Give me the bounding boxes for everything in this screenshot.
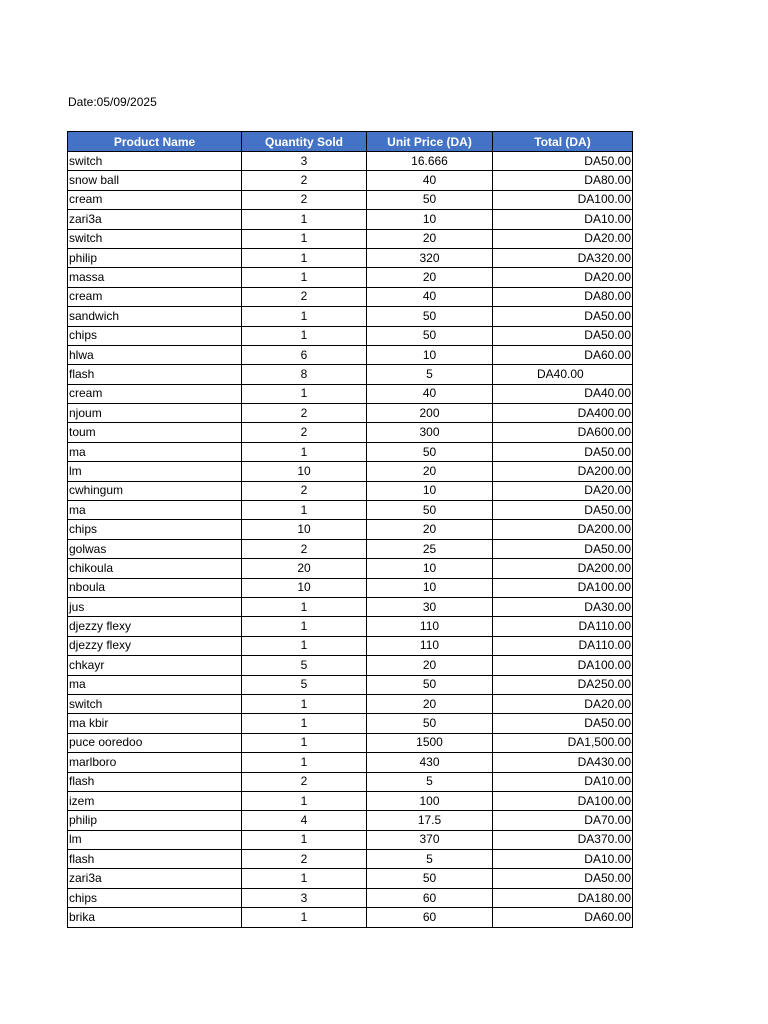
cell-total: DA10.00 [493, 850, 633, 869]
cell-product-name: switch [68, 229, 242, 248]
cell-quantity-sold: 1 [242, 908, 367, 927]
cell-unit-price: 10 [367, 559, 493, 578]
cell-quantity-sold: 2 [242, 850, 367, 869]
cell-quantity-sold: 8 [242, 365, 367, 384]
cell-product-name: flash [68, 850, 242, 869]
cell-product-name: snow ball [68, 171, 242, 190]
cell-quantity-sold: 10 [242, 462, 367, 481]
cell-total: DA110.00 [493, 636, 633, 655]
cell-quantity-sold: 1 [242, 617, 367, 636]
cell-total: DA100.00 [493, 656, 633, 675]
cell-quantity-sold: 2 [242, 481, 367, 500]
cell-quantity-sold: 1 [242, 384, 367, 403]
cell-unit-price: 10 [367, 210, 493, 229]
cell-total: DA50.00 [493, 152, 633, 171]
cell-unit-price: 50 [367, 326, 493, 345]
cell-product-name: jus [68, 597, 242, 616]
date-label: Date:05/09/2025 [68, 95, 157, 109]
cell-total: DA110.00 [493, 617, 633, 636]
cell-unit-price: 5 [367, 772, 493, 791]
table-row [68, 423, 633, 442]
table-row [68, 694, 633, 713]
cell-unit-price: 10 [367, 578, 493, 597]
cell-product-name: brika [68, 908, 242, 927]
table-row [68, 869, 633, 888]
cell-unit-price: 110 [367, 636, 493, 655]
cell-quantity-sold: 1 [242, 248, 367, 267]
cell-unit-price: 300 [367, 423, 493, 442]
cell-quantity-sold: 1 [242, 307, 367, 326]
table-row [68, 539, 633, 558]
cell-total: DA60.00 [493, 908, 633, 927]
table-row [68, 345, 633, 364]
cell-total: DA50.00 [493, 539, 633, 558]
cell-quantity-sold: 1 [242, 210, 367, 229]
cell-quantity-sold: 2 [242, 404, 367, 423]
table-header [68, 132, 633, 152]
cell-product-name: chips [68, 888, 242, 907]
cell-unit-price: 50 [367, 501, 493, 520]
header-total: Total (DA) [493, 132, 633, 152]
cell-total: DA70.00 [493, 811, 633, 830]
cell-product-name: chips [68, 326, 242, 345]
cell-product-name: philip [68, 248, 242, 267]
cell-unit-price: 5 [367, 850, 493, 869]
table-body [68, 152, 633, 928]
cell-product-name: cream [68, 190, 242, 209]
cell-product-name: golwas [68, 539, 242, 558]
cell-product-name: philip [68, 811, 242, 830]
cell-total: DA20.00 [493, 694, 633, 713]
cell-product-name: marlboro [68, 753, 242, 772]
cell-product-name: nboula [68, 578, 242, 597]
cell-quantity-sold: 1 [242, 869, 367, 888]
cell-product-name: ma kbir [68, 714, 242, 733]
cell-quantity-sold: 4 [242, 811, 367, 830]
cell-quantity-sold: 1 [242, 753, 367, 772]
cell-unit-price: 25 [367, 539, 493, 558]
cell-product-name: switch [68, 694, 242, 713]
table-row [68, 830, 633, 849]
cell-total: DA50.00 [493, 869, 633, 888]
cell-quantity-sold: 1 [242, 268, 367, 287]
table-row [68, 210, 633, 229]
cell-unit-price: 50 [367, 442, 493, 461]
cell-product-name: ma [68, 675, 242, 694]
cell-total: DA50.00 [493, 501, 633, 520]
cell-product-name: lm [68, 462, 242, 481]
table-row [68, 733, 633, 752]
cell-quantity-sold: 2 [242, 539, 367, 558]
cell-total: DA50.00 [493, 442, 633, 461]
cell-total: DA80.00 [493, 171, 633, 190]
cell-product-name: toum [68, 423, 242, 442]
cell-product-name: massa [68, 268, 242, 287]
cell-product-name: sandwich [68, 307, 242, 326]
cell-quantity-sold: 2 [242, 190, 367, 209]
cell-unit-price: 20 [367, 520, 493, 539]
table-row [68, 152, 633, 171]
table-row [68, 520, 633, 539]
table-row [68, 307, 633, 326]
cell-unit-price: 50 [367, 869, 493, 888]
table-row [68, 850, 633, 869]
cell-unit-price: 370 [367, 830, 493, 849]
cell-total: DA10.00 [493, 772, 633, 791]
table-row [68, 753, 633, 772]
table-row [68, 190, 633, 209]
table-row [68, 462, 633, 481]
cell-unit-price: 110 [367, 617, 493, 636]
cell-unit-price: 5 [367, 365, 493, 384]
cell-quantity-sold: 1 [242, 597, 367, 616]
cell-product-name: ma [68, 501, 242, 520]
cell-quantity-sold: 1 [242, 791, 367, 810]
cell-total: DA430.00 [493, 753, 633, 772]
cell-total: DA600.00 [493, 423, 633, 442]
table-row [68, 772, 633, 791]
table-row [68, 578, 633, 597]
cell-product-name: flash [68, 772, 242, 791]
cell-product-name: puce ooredoo [68, 733, 242, 752]
cell-product-name: hlwa [68, 345, 242, 364]
cell-quantity-sold: 20 [242, 559, 367, 578]
cell-total: DA50.00 [493, 714, 633, 733]
cell-total: DA30.00 [493, 597, 633, 616]
cell-product-name: lm [68, 830, 242, 849]
cell-total: DA50.00 [493, 307, 633, 326]
cell-product-name: flash [68, 365, 242, 384]
cell-total: DA50.00 [493, 326, 633, 345]
table-row [68, 714, 633, 733]
cell-total: DA100.00 [493, 791, 633, 810]
cell-product-name: zari3a [68, 210, 242, 229]
sales-table [67, 131, 633, 928]
cell-quantity-sold: 2 [242, 171, 367, 190]
table-row [68, 597, 633, 616]
cell-unit-price: 50 [367, 307, 493, 326]
cell-unit-price: 40 [367, 384, 493, 403]
table-row [68, 888, 633, 907]
cell-total: DA40.00 [493, 384, 633, 403]
cell-quantity-sold: 2 [242, 423, 367, 442]
cell-total: DA200.00 [493, 559, 633, 578]
cell-unit-price: 10 [367, 345, 493, 364]
table-row [68, 268, 633, 287]
cell-unit-price: 20 [367, 694, 493, 713]
cell-quantity-sold: 2 [242, 287, 367, 306]
cell-total: DA200.00 [493, 520, 633, 539]
cell-total: DA20.00 [493, 481, 633, 500]
cell-total: DA20.00 [493, 229, 633, 248]
table-row [68, 481, 633, 500]
cell-unit-price: 20 [367, 462, 493, 481]
header-product-name: Product Name [68, 132, 242, 152]
table-row [68, 656, 633, 675]
cell-unit-price: 50 [367, 675, 493, 694]
cell-quantity-sold: 1 [242, 636, 367, 655]
cell-unit-price: 60 [367, 888, 493, 907]
table-row [68, 171, 633, 190]
table-row [68, 908, 633, 927]
table-row [68, 636, 633, 655]
cell-unit-price: 50 [367, 714, 493, 733]
table-row [68, 811, 633, 830]
cell-quantity-sold: 5 [242, 675, 367, 694]
cell-quantity-sold: 2 [242, 772, 367, 791]
cell-total: DA40.00 [493, 365, 633, 384]
cell-total: DA400.00 [493, 404, 633, 423]
header-row [68, 132, 633, 152]
cell-quantity-sold: 1 [242, 326, 367, 345]
cell-unit-price: 40 [367, 171, 493, 190]
cell-unit-price: 40 [367, 287, 493, 306]
cell-unit-price: 200 [367, 404, 493, 423]
cell-total: DA180.00 [493, 888, 633, 907]
cell-total: DA1,500.00 [493, 733, 633, 752]
cell-total: DA370.00 [493, 830, 633, 849]
cell-unit-price: 50 [367, 190, 493, 209]
header-unit-price: Unit Price (DA) [367, 132, 493, 152]
cell-product-name: cwhingum [68, 481, 242, 500]
table-row [68, 365, 633, 384]
cell-unit-price: 17.5 [367, 811, 493, 830]
cell-quantity-sold: 1 [242, 714, 367, 733]
table-row [68, 501, 633, 520]
cell-total: DA320.00 [493, 248, 633, 267]
cell-product-name: djezzy flexy [68, 636, 242, 655]
cell-quantity-sold: 1 [242, 694, 367, 713]
cell-total: DA250.00 [493, 675, 633, 694]
cell-total: DA60.00 [493, 345, 633, 364]
cell-product-name: djezzy flexy [68, 617, 242, 636]
cell-quantity-sold: 6 [242, 345, 367, 364]
cell-quantity-sold: 10 [242, 520, 367, 539]
cell-total: DA20.00 [493, 268, 633, 287]
cell-unit-price: 100 [367, 791, 493, 810]
cell-total: DA100.00 [493, 190, 633, 209]
table-row [68, 675, 633, 694]
cell-unit-price: 430 [367, 753, 493, 772]
cell-unit-price: 20 [367, 229, 493, 248]
table-row [68, 248, 633, 267]
cell-total: DA80.00 [493, 287, 633, 306]
cell-unit-price: 60 [367, 908, 493, 927]
cell-product-name: chikoula [68, 559, 242, 578]
cell-product-name: njoum [68, 404, 242, 423]
cell-quantity-sold: 3 [242, 152, 367, 171]
cell-quantity-sold: 1 [242, 229, 367, 248]
cell-quantity-sold: 5 [242, 656, 367, 675]
cell-product-name: zari3a [68, 869, 242, 888]
cell-quantity-sold: 1 [242, 830, 367, 849]
table-row [68, 617, 633, 636]
cell-total: DA200.00 [493, 462, 633, 481]
cell-product-name: chips [68, 520, 242, 539]
cell-quantity-sold: 1 [242, 733, 367, 752]
cell-unit-price: 20 [367, 656, 493, 675]
table-row [68, 287, 633, 306]
cell-unit-price: 10 [367, 481, 493, 500]
table-row [68, 229, 633, 248]
cell-quantity-sold: 3 [242, 888, 367, 907]
cell-product-name: switch [68, 152, 242, 171]
cell-unit-price: 20 [367, 268, 493, 287]
table-row [68, 442, 633, 461]
header-quantity-sold: Quantity Sold [242, 132, 367, 152]
cell-quantity-sold: 10 [242, 578, 367, 597]
cell-total: DA100.00 [493, 578, 633, 597]
cell-product-name: chkayr [68, 656, 242, 675]
cell-total: DA10.00 [493, 210, 633, 229]
cell-unit-price: 30 [367, 597, 493, 616]
cell-product-name: cream [68, 287, 242, 306]
table-row [68, 791, 633, 810]
table-row [68, 559, 633, 578]
table-row [68, 404, 633, 423]
cell-quantity-sold: 1 [242, 442, 367, 461]
cell-unit-price: 1500 [367, 733, 493, 752]
cell-product-name: ma [68, 442, 242, 461]
table-row [68, 384, 633, 403]
cell-quantity-sold: 1 [242, 501, 367, 520]
cell-product-name: cream [68, 384, 242, 403]
cell-product-name: izem [68, 791, 242, 810]
cell-unit-price: 320 [367, 248, 493, 267]
table-row [68, 326, 633, 345]
cell-unit-price: 16.666 [367, 152, 493, 171]
